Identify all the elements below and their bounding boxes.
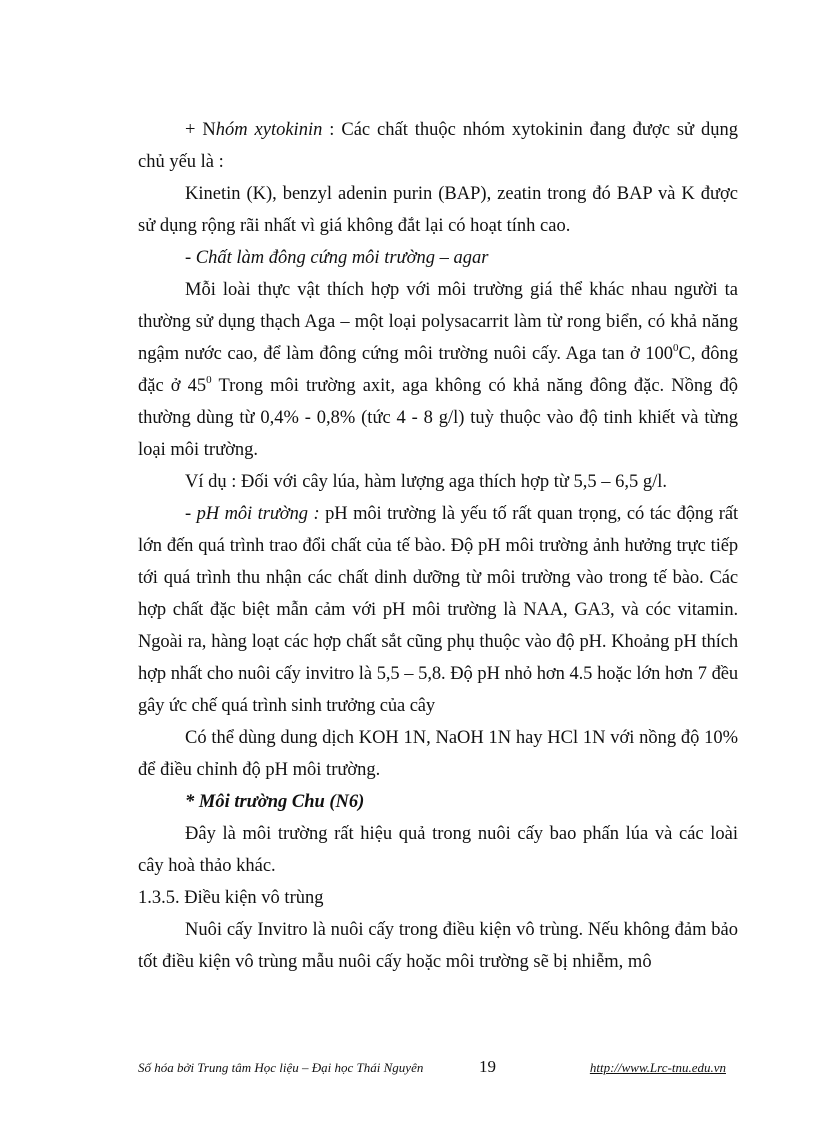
text-run: Mỗi loài thực vật thích hợp với môi trường giá thể khác nhau người ta thường sử dụng thạch Aga – một loại polysacarrit làm từ rong biển, có khả năng ngậm nước cao, để làm đông cứng môi trường nuôi cấy. Aga tan ở 100 — [138, 280, 738, 364]
text-run: pH môi trường là yếu tố rất quan trọng, có tác động rất lớn đến quá trình trao đổi chất của tế bào. Độ pH môi trường ảnh hưởng trực tiếp tới quá trình thu nhận các chất dinh dưỡng từ môi trường vào trong tế bào. Các hợp chất đặc biệt mẫn cảm với pH môi trường là NAA, GA3, và cóc vitamin. Ngoài ra, hàng loạt các hợp chất sắt cũng phụ thuộc vào độ pH. Khoảng pH thích hợp nhất cho nuôi cấy invitro là 5,5 – 5,8. Độ pH nhỏ hơn 4.5 hoặc lớn hơn 7 đều gây ức chế quá trình sinh trưởng của cây — [138, 504, 738, 716]
paragraph-ph-adjust: Có thể dùng dung dịch KOH 1N, NaOH 1N hay HCl 1N với nồng độ 10% để điều chỉnh độ pH môi trường. — [138, 728, 738, 780]
heading-agar: - Chất làm đông cứng môi trường – agar — [185, 248, 489, 268]
footer-source: Số hóa bởi Trung tâm Học liệu – Đại học Thái Nguyên — [138, 1060, 424, 1075]
text-run: C, đông đặc ở 45 — [138, 344, 739, 396]
page-footer — [138, 1058, 738, 1080]
paragraph-example-rice: Ví dụ : Đối với cây lúa, hàm lượng aga thích hợp từ 5,5 – 6,5 g/l. — [185, 472, 668, 492]
paragraph-xytokinin — [138, 114, 738, 178]
italic-term: - pH môi trường : — [185, 504, 320, 524]
heading-chu-medium: * Môi trường Chu (N6) — [185, 792, 365, 812]
text-run: : Các chất thuộc nhóm xytokinin đang được sử dụng chủ yếu là : — [138, 120, 738, 172]
italic-term: hóm xytokinin — [215, 120, 323, 140]
paragraph-kinetin: Kinetin (K), benzyl adenin purin (BAP), zeatin trong đó BAP và K được sử dụng rộng rãi nhất vì giá không đắt lại có hoạt tính cao. — [138, 184, 738, 236]
body-text — [138, 114, 738, 978]
superscript: 0 — [673, 341, 679, 354]
text-run: + N — [185, 120, 216, 140]
footer-link[interactable]: http://www.Lrc-tnu.edu.vn — [589, 1060, 726, 1075]
paragraph-ph — [138, 498, 738, 722]
superscript: 0 — [206, 373, 212, 386]
section-heading-sterile: 1.3.5. Điều kiện vô trùng — [138, 888, 324, 908]
page-number: 19 — [479, 1057, 496, 1076]
paragraph-chu-medium: Đây là môi trường rất hiệu quả trong nuôi cấy bao phấn lúa và các loài cây hoà thảo khác. — [138, 824, 738, 876]
paragraph-agar — [138, 274, 738, 466]
text-run: Trong môi trường axit, aga không có khả năng đông đặc. Nồng độ thường dùng từ 0,4% - 0,8% (tức 4 - 8 g/l) tuỳ thuộc vào độ tinh khiết và từng loại môi trường. — [138, 376, 738, 460]
paragraph-sterile: Nuôi cấy Invitro là nuôi cấy trong điều kiện vô trùng. Nếu không đảm bảo tốt điều kiện vô trùng mẫu nuôi cấy hoặc môi trường sẽ bị nhiễm, mô — [138, 920, 738, 972]
